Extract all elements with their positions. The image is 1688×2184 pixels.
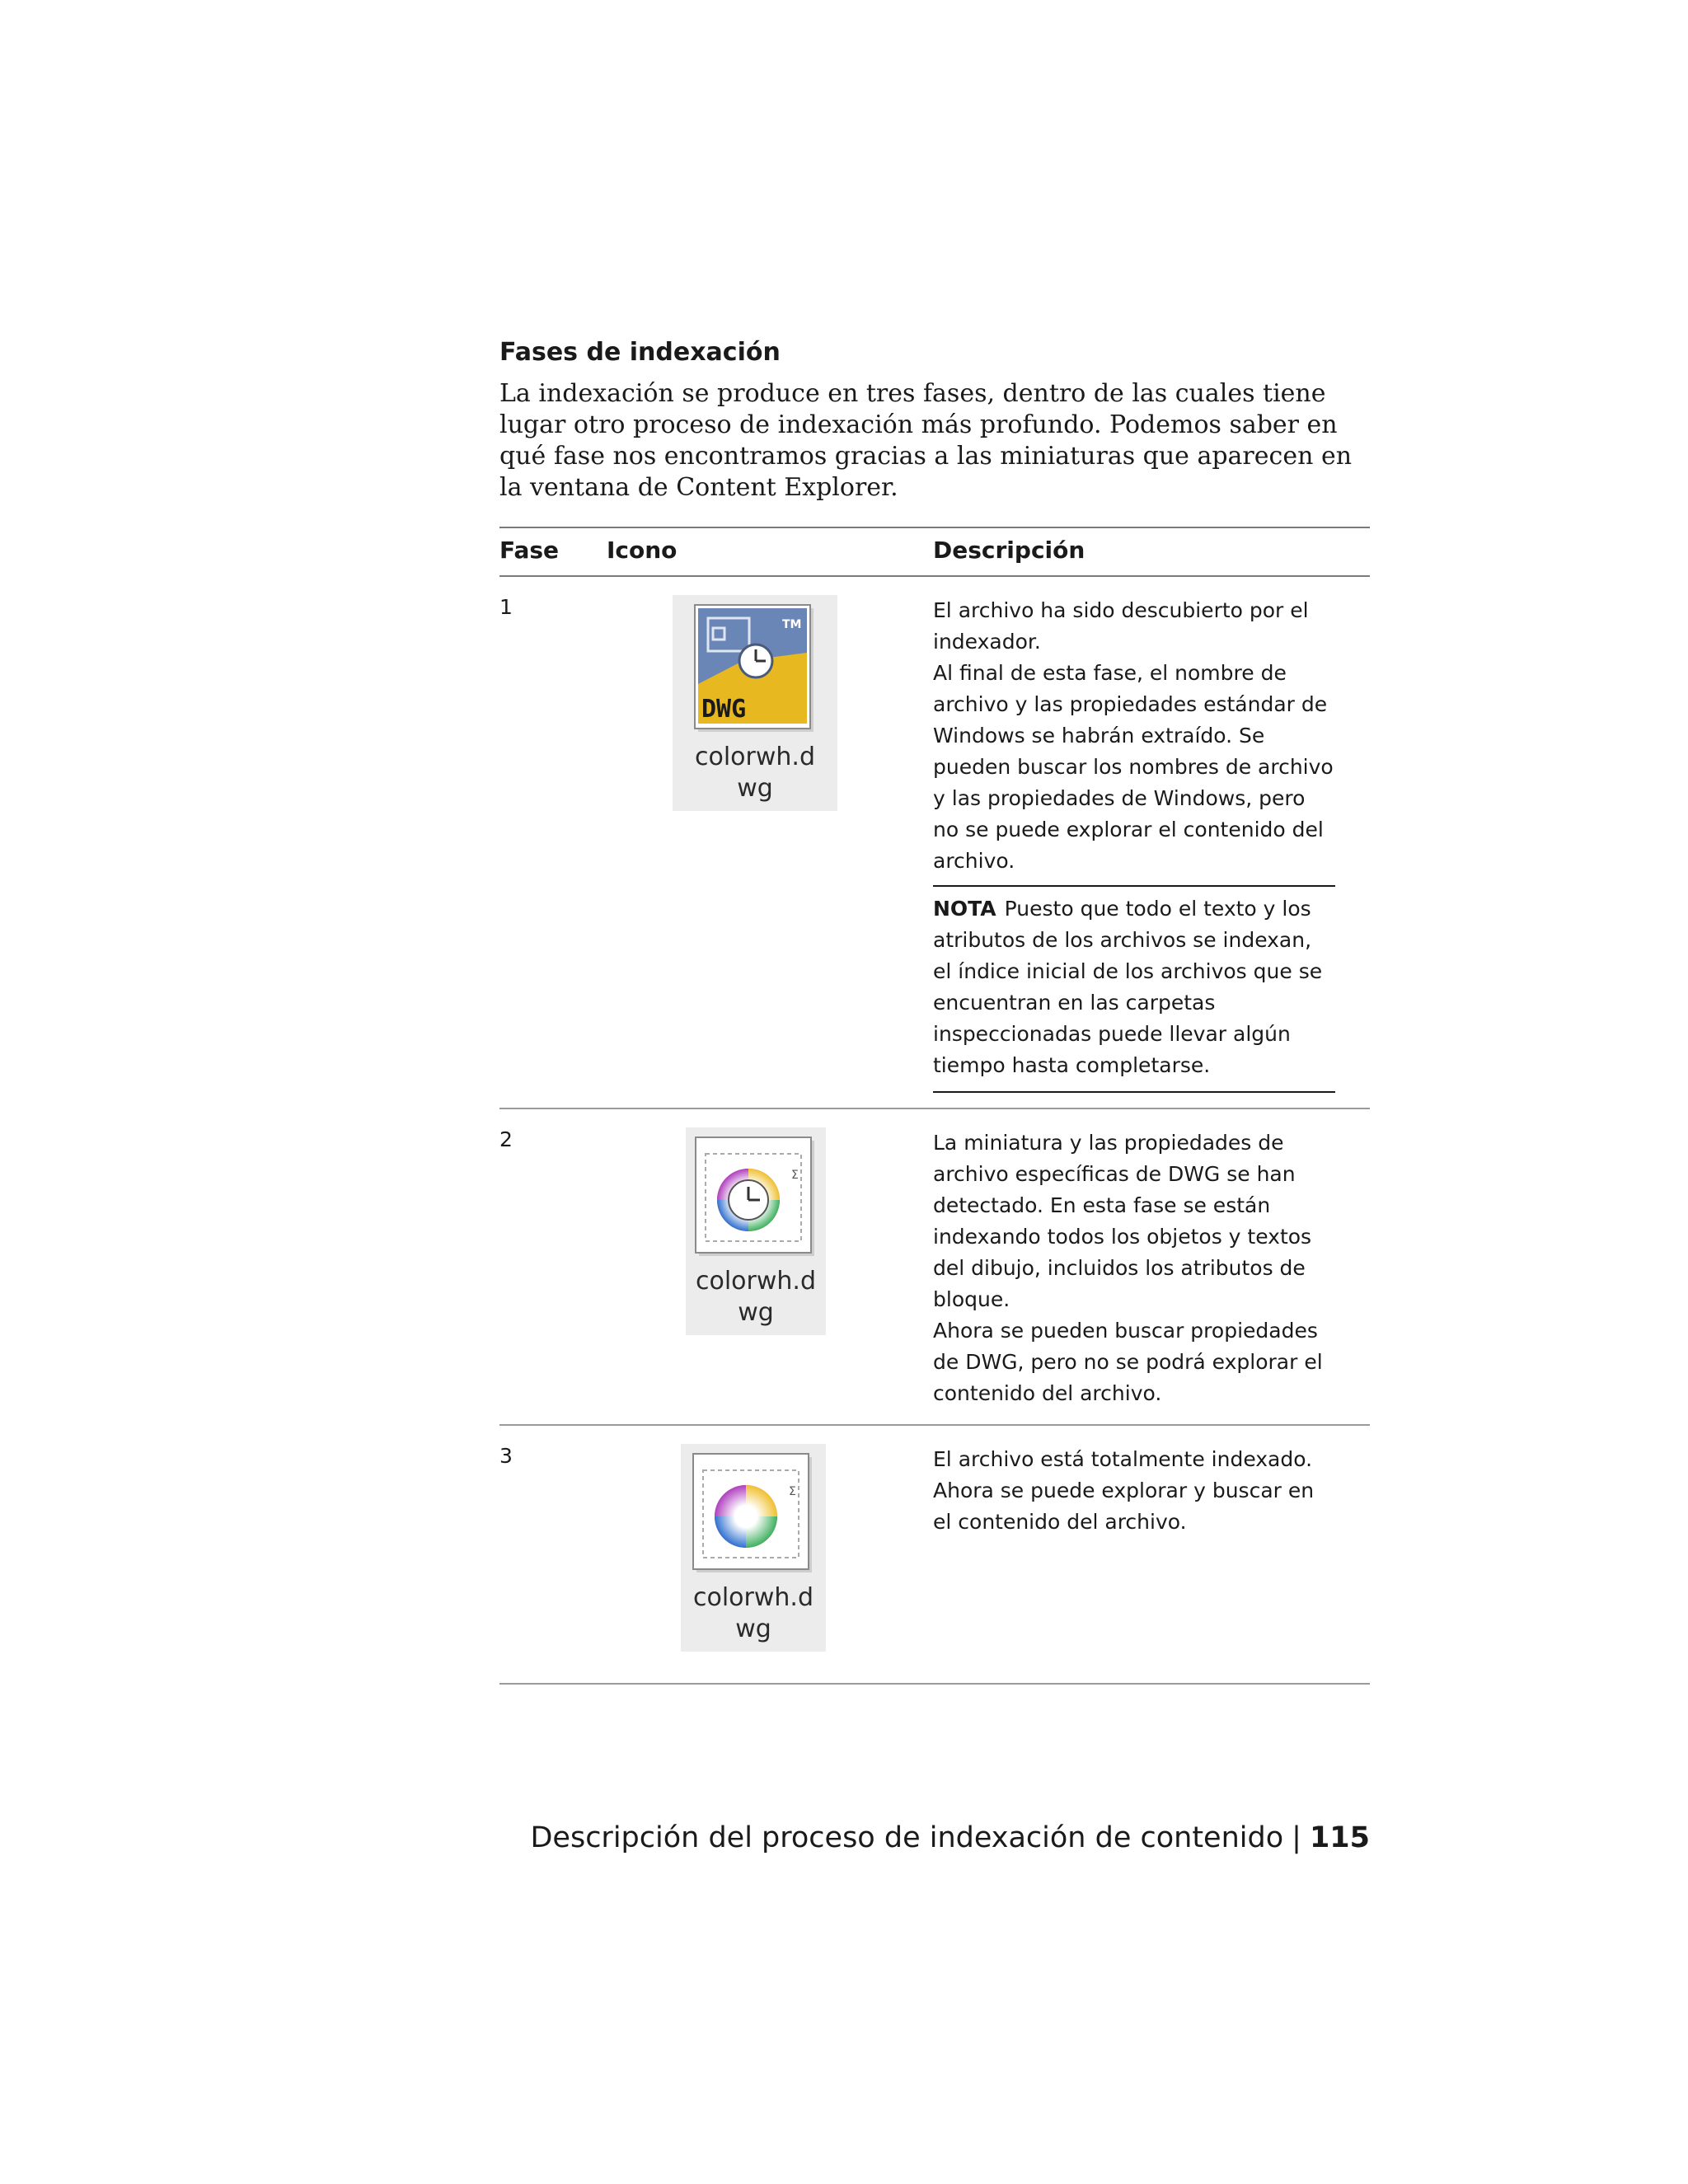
section-heading: Fases de indexación	[499, 338, 781, 367]
phase-description: El archivo está totalmente indexado. Ahora se puede explorar y buscar en el contenido del archivo.	[933, 1447, 1315, 1534]
footer-separator: |	[1292, 1821, 1301, 1854]
dwg-badge-text: DWG	[701, 695, 747, 724]
phase-number: 1	[499, 595, 513, 619]
footer-title: Descripción del proceso de indexación de contenido	[530, 1821, 1284, 1854]
page-footer	[499, 1821, 1370, 1854]
note-box	[933, 885, 1335, 1093]
table-row	[499, 1108, 1370, 1425]
intro-paragraph: La indexación se produce en tres fases, dentro de las cuales tiene lugar otro proceso de indexación más profundo. Podemos saber en qué fase nos encontramos gracias a las miniaturas que aparecen en la ventana de Content Explorer.	[499, 379, 1353, 502]
table-header-row	[499, 527, 1370, 576]
phase-number: 3	[499, 1444, 513, 1468]
phase-number: 2	[499, 1127, 513, 1151]
color-wheel-icon	[692, 1452, 815, 1576]
thumbnail-tile	[673, 595, 837, 811]
page-number: 115	[1309, 1821, 1370, 1854]
thumbnail-filename: colorwh.dwg	[692, 1583, 814, 1643]
thumbnail-tile	[686, 1127, 826, 1335]
thumbnail-filename: colorwh.dwg	[695, 1267, 816, 1327]
phases-table	[499, 527, 1370, 1685]
header-icono: Icono	[607, 527, 933, 576]
header-descripcion: Descripción	[933, 527, 1370, 576]
phase-description: El archivo ha sido descubierto por el indexador. Al final de esta fase, el nombre de archivo y las propiedades estándar de Windows se habrán extraído. Se pueden buscar los nombres de archivo y las propiedades de Windows, pero no se puede explorar el contenido del archivo.	[933, 598, 1334, 873]
thumbnail-tile	[681, 1444, 826, 1652]
table-row	[499, 576, 1370, 1108]
svg-text:Σ: Σ	[791, 1169, 799, 1182]
page-content	[499, 338, 1370, 1685]
header-fase: Fase	[499, 527, 607, 576]
note-text: Puesto que todo el texto y los atributos de los archivos se indexan, el índice inicial de los archivos que se encuentran en las carpetas inspeccionadas puede llevar algún tiempo hasta completarse.	[933, 897, 1323, 1077]
svg-text:Σ: Σ	[789, 1485, 796, 1498]
note-label: NOTA	[933, 897, 996, 921]
color-wheel-clock-icon	[694, 1136, 818, 1259]
svg-text:TM: TM	[782, 618, 802, 631]
table-row	[499, 1425, 1370, 1684]
phase-description: La miniatura y las propiedades de archivo específicas de DWG se han detectado. En esta fase se están indexando todos los objetos y textos del dibujo, incluidos los atributos de bloque. Ahora se pueden buscar propiedades de DWG, pero no se podrá explorar el contenido del archivo.	[933, 1131, 1323, 1405]
dwg-placeholder-icon	[693, 603, 817, 735]
thumbnail-filename: colorwh.dwg	[694, 743, 815, 803]
